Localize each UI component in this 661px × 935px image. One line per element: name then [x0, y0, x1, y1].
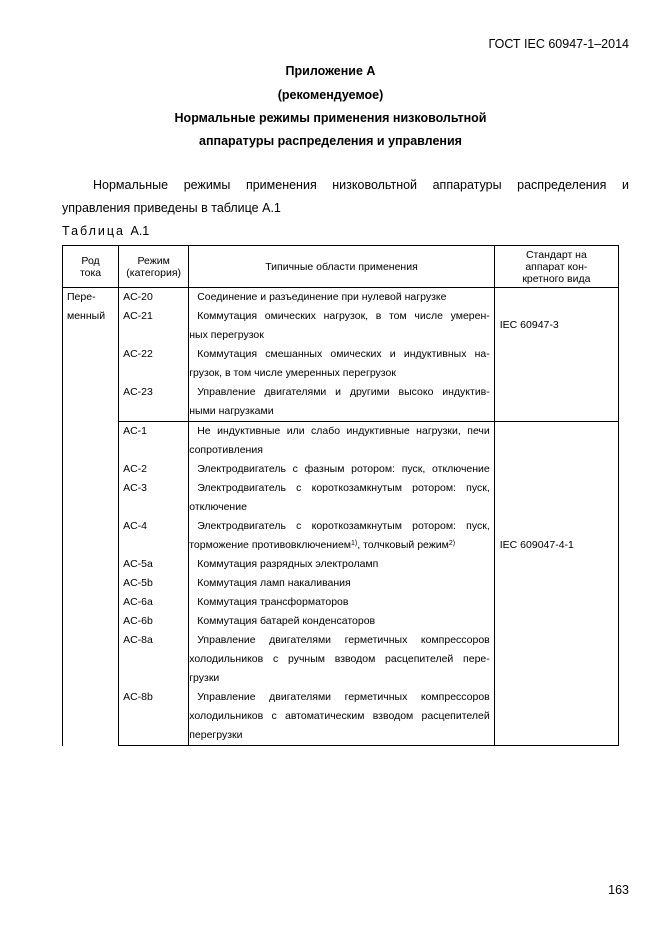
appendix-status: (рекомендуемое)	[277, 88, 384, 102]
appendix-title: Приложение А	[285, 64, 376, 78]
document-id: ГОСТ IEC 60947-1–2014	[488, 37, 629, 51]
table-row-group-2	[63, 422, 619, 746]
intro-line2: управления приведены в таблице А.1	[62, 201, 281, 215]
modes-table	[62, 245, 619, 746]
table-header-row	[63, 246, 619, 288]
category-cell: AC-20 AC-21 AC-22 AC-23	[119, 288, 189, 422]
table-caption	[62, 224, 149, 238]
standard-cell: IEC 609047-4-1	[494, 422, 618, 746]
typical-use-cell: Соединение и разъединение при нулевой нагрузке Коммутация омических нагрузок, в том числе умерен- ных перегрузок Коммутация смешанных омических и индуктивных на- грузок, в том числе умеренных перегрузок Управление двигателями и другими высоко индуктив- ными нагрузками	[189, 288, 495, 422]
current-type-cell: Пере- менный	[63, 288, 119, 746]
appendix-heading-line1: Нормальные режимы применения низковольтной	[174, 111, 487, 125]
intro-paragraph	[62, 174, 629, 220]
appendix-heading-line2: аппаратуры распределения и управления	[199, 134, 462, 148]
header-current-type: Род тока	[63, 246, 119, 288]
typical-use-cell: Не индуктивные или слабо индуктивные нагрузки, печи сопротивления Электродвигатель с фазным ротором: пуск, отключение Электродвигатель с короткозамкнутым ротором: пуск, отключение Электродвигатель с короткозамкнутым ротором: пуск, торможение противовключением$^{1)}$, толчковый режим$^{2)}$ Коммутация разрядных электроламп Коммутация ламп накаливания Коммутация трансформаторов Коммутация батарей конденсаторов Управление двигателями герметичных компрессоров холодильников с ручным взводом расцепителей пере- грузки Управление двигателями герметичных компрессоров холодильников с автоматическим взводом расцепителей перегрузки	[189, 422, 495, 746]
table-caption-number: А.1	[130, 224, 150, 238]
header-mode: Режим (категория)	[119, 246, 189, 288]
page-number: 163	[608, 883, 629, 897]
header-standard: Стандарт на аппарат кон- кретного вида	[494, 246, 618, 288]
header-typical-use: Типичные области применения	[189, 246, 495, 288]
table-row-group-1	[63, 288, 619, 422]
intro-line1: Нормальные режимы применения низковольтной аппаратуры распределения и	[93, 178, 629, 192]
table-caption-word: Таблица	[62, 224, 126, 238]
category-cell: AC-1 AC-2 AC-3 AC-4 AC-5a AC-5b AC-6a AC-6b AC-8a AC-8b	[119, 422, 189, 746]
standard-cell: IEC 60947-3	[494, 288, 618, 422]
